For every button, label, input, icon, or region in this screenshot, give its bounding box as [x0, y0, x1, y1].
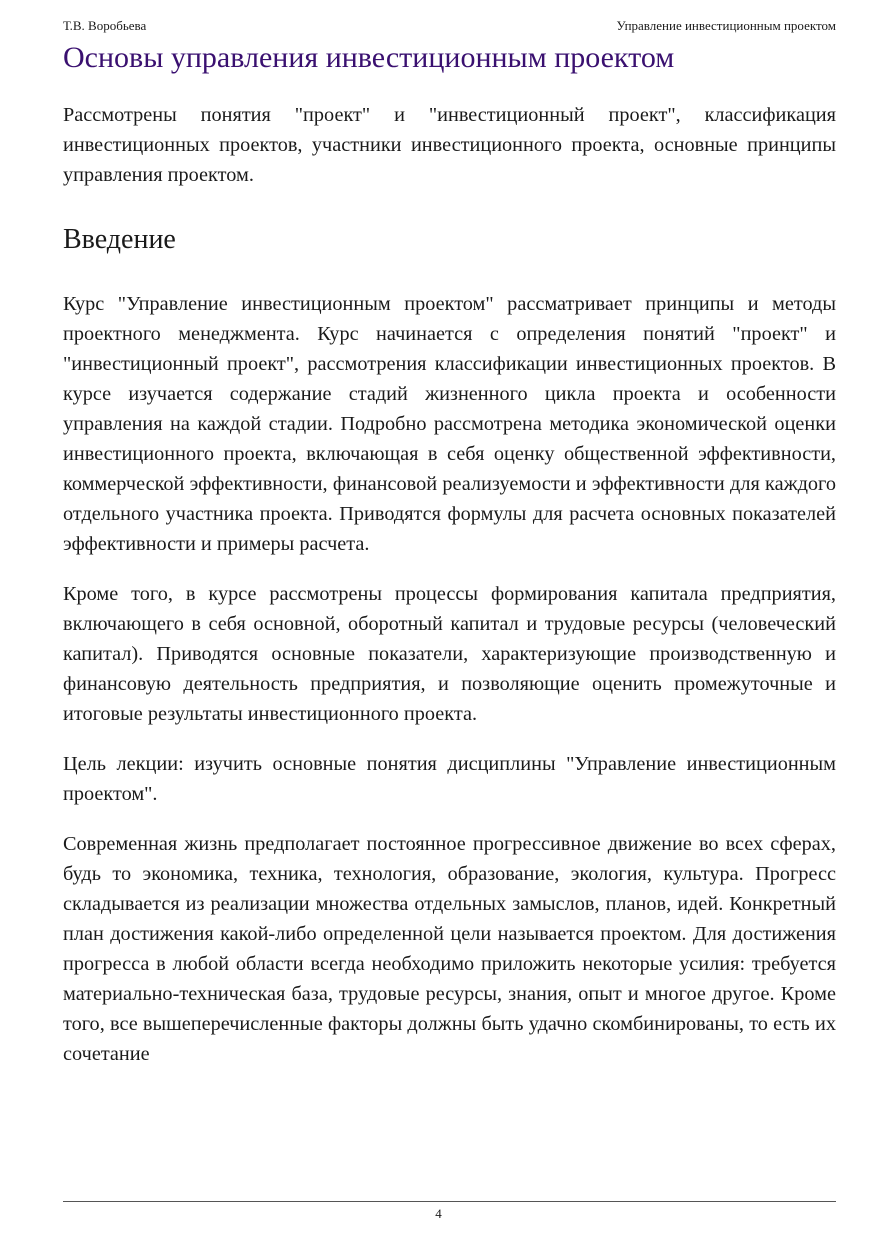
- page-number: 4: [435, 1206, 442, 1221]
- page-title: Основы управления инвестиционным проектом: [63, 41, 675, 74]
- intro-paragraph-course: Курс "Управление инвестиционным проектом" рассматривает принципы и методы проектного менеджмента. Курс начинается с определения понятий "проект" и "инвестиционный проект", рассмотрения классификации инвестиционных проектов. В курсе изучается содержание стадий жизненного цикла проекта и особенности управления на каждой стадии. Подробно рассмотрена методика экономической оценки инвестиционного проекта, включающая в себя оценку общественной эффективности, коммерческой эффективности, финансовой реализуемости и эффективности для каждого отдельного участника проекта. Приводятся формулы для расчета основных показателей эффективности и примеры расчета.: [63, 293, 836, 555]
- header-course-title: Управление инвестиционным проектом: [616, 18, 836, 33]
- intro-paragraph-progress: Современная жизнь предполагает постоянное прогрессивное движение во всех сферах, будь то экономика, техника, технология, образование, экология, культура. Прогресс складывается из реализации множества отдельных замыслов, планов, идей. Конкретный план достижения какой-либо определенной цели называется проектом. Для достижения прогресса в любой области всегда необходимо приложить некоторые усилия: требуется материально-техническая база, трудовые ресурсы, знания, опыт и многое другое. Кроме того, все вышеперечисленные факторы должны быть удачно скомбинированы, то есть их сочетание: [63, 833, 836, 1065]
- section-heading-introduction: Введение: [63, 224, 176, 255]
- running-header: [63, 17, 836, 35]
- abstract-paragraph: Рассмотрены понятия "проект" и "инвестиционный проект", классификация инвестиционных проектов, участники инвестиционного проекта, основные принципы управления проектом.: [63, 104, 836, 186]
- intro-paragraph-goal: Цель лекции: изучить основные понятия дисциплины "Управление инвестиционным проектом".: [63, 753, 836, 805]
- footer-divider: [63, 1201, 836, 1202]
- document-body: [63, 100, 836, 1089]
- header-author: Т.В. Воробьева: [63, 18, 147, 33]
- intro-paragraph-capital: Кроме того, в курсе рассмотрены процессы формирования капитала предприятия, включающего в себя основной, оборотный капитал и трудовые ресурсы (человеческий капитал). Приводятся основные показатели, характеризующие производственную и финансовую деятельность предприятия, и позволяющие оценить промежуточные и итоговые результаты инвестиционного проекта.: [63, 583, 836, 725]
